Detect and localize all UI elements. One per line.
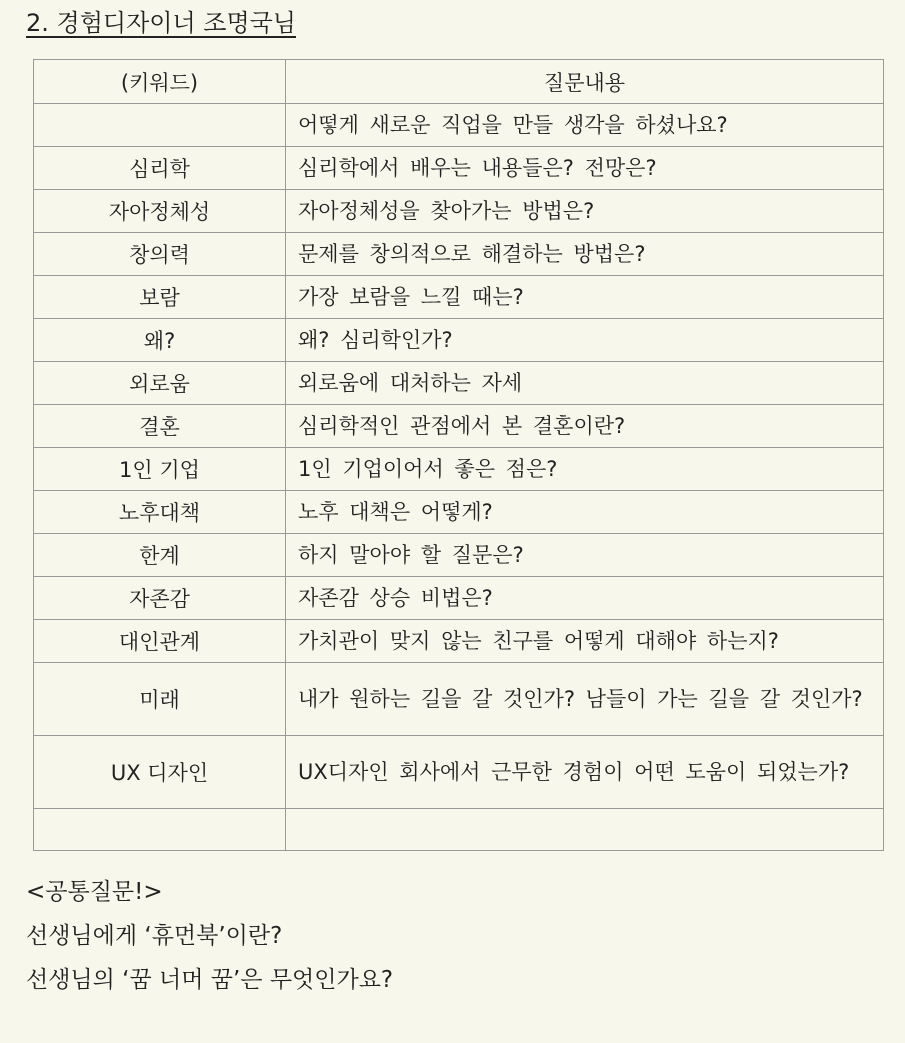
keyword-cell: 자존감 — [34, 577, 286, 620]
question-cell: 내가 원하는 길을 갈 것인가? 남들이 가는 길을 갈 것인가? — [286, 663, 884, 736]
question-cell — [286, 809, 884, 851]
keyword-cell: UX 디자인 — [34, 736, 286, 809]
question-cell: UX디자인 회사에서 근무한 경험이 어떤 도움이 되었는가? — [286, 736, 884, 809]
question-cell: 자존감 상승 비법은? — [286, 577, 884, 620]
keyword-cell: 결혼 — [34, 405, 286, 448]
keyword-cell: 1인 기업 — [34, 448, 286, 491]
keyword-cell: 한계 — [34, 534, 286, 577]
table-row — [34, 663, 884, 736]
keyword-cell: 미래 — [34, 663, 286, 736]
page-title: 2. 경험디자이너 조명국님 — [26, 9, 296, 37]
keyword-cell: 자아정체성 — [34, 190, 286, 233]
keyword-cell: 창의력 — [34, 233, 286, 276]
column-header-keyword: (키워드) — [34, 60, 286, 104]
keyword-cell — [34, 104, 286, 147]
table-row — [34, 534, 884, 577]
table-row — [34, 577, 884, 620]
common-question-line: 선생님에게 ‘휴먼북’이란? — [26, 923, 283, 949]
keyword-cell: 노후대책 — [34, 491, 286, 534]
question-cell: 문제를 창의적으로 해결하는 방법은? — [286, 233, 884, 276]
table-row — [34, 736, 884, 809]
question-cell: 가치관이 맞지 않는 친구를 어떻게 대해야 하는지? — [286, 620, 884, 663]
table-row — [34, 448, 884, 491]
keyword-cell: 심리학 — [34, 147, 286, 190]
question-cell: 왜? 심리학인가? — [286, 319, 884, 362]
common-questions-title: <공통질문!> — [26, 879, 163, 905]
keyword-cell: 보람 — [34, 276, 286, 319]
table-row — [34, 104, 884, 147]
question-cell: 하지 말아야 할 질문은? — [286, 534, 884, 577]
question-cell: 외로움에 대처하는 자세 — [286, 362, 884, 405]
question-cell: 1인 기업이어서 좋은 점은? — [286, 448, 884, 491]
common-question-line: 선생님의 ‘꿈 너머 꿈’은 무엇인가요? — [26, 967, 394, 993]
table-row — [34, 190, 884, 233]
table-header-row — [34, 60, 884, 104]
question-cell: 심리학에서 배우는 내용들은? 전망은? — [286, 147, 884, 190]
table-row — [34, 620, 884, 663]
table-row — [34, 147, 884, 190]
question-cell: 자아정체성을 찾아가는 방법은? — [286, 190, 884, 233]
table-row — [34, 233, 884, 276]
keyword-cell — [34, 809, 286, 851]
table-row — [34, 319, 884, 362]
question-cell: 노후 대책은 어떻게? — [286, 491, 884, 534]
table-row — [34, 809, 884, 851]
table-row — [34, 276, 884, 319]
question-cell: 가장 보람을 느낄 때는? — [286, 276, 884, 319]
keyword-cell: 대인관계 — [34, 620, 286, 663]
table-row — [34, 491, 884, 534]
question-cell: 심리학적인 관점에서 본 결혼이란? — [286, 405, 884, 448]
column-header-question: 질문내용 — [286, 60, 884, 104]
question-cell: 어떻게 새로운 직업을 만들 생각을 하셨나요? — [286, 104, 884, 147]
question-table — [33, 59, 884, 851]
table-row — [34, 405, 884, 448]
common-questions — [26, 870, 393, 1002]
keyword-cell: 왜? — [34, 319, 286, 362]
table-row — [34, 362, 884, 405]
keyword-cell: 외로움 — [34, 362, 286, 405]
